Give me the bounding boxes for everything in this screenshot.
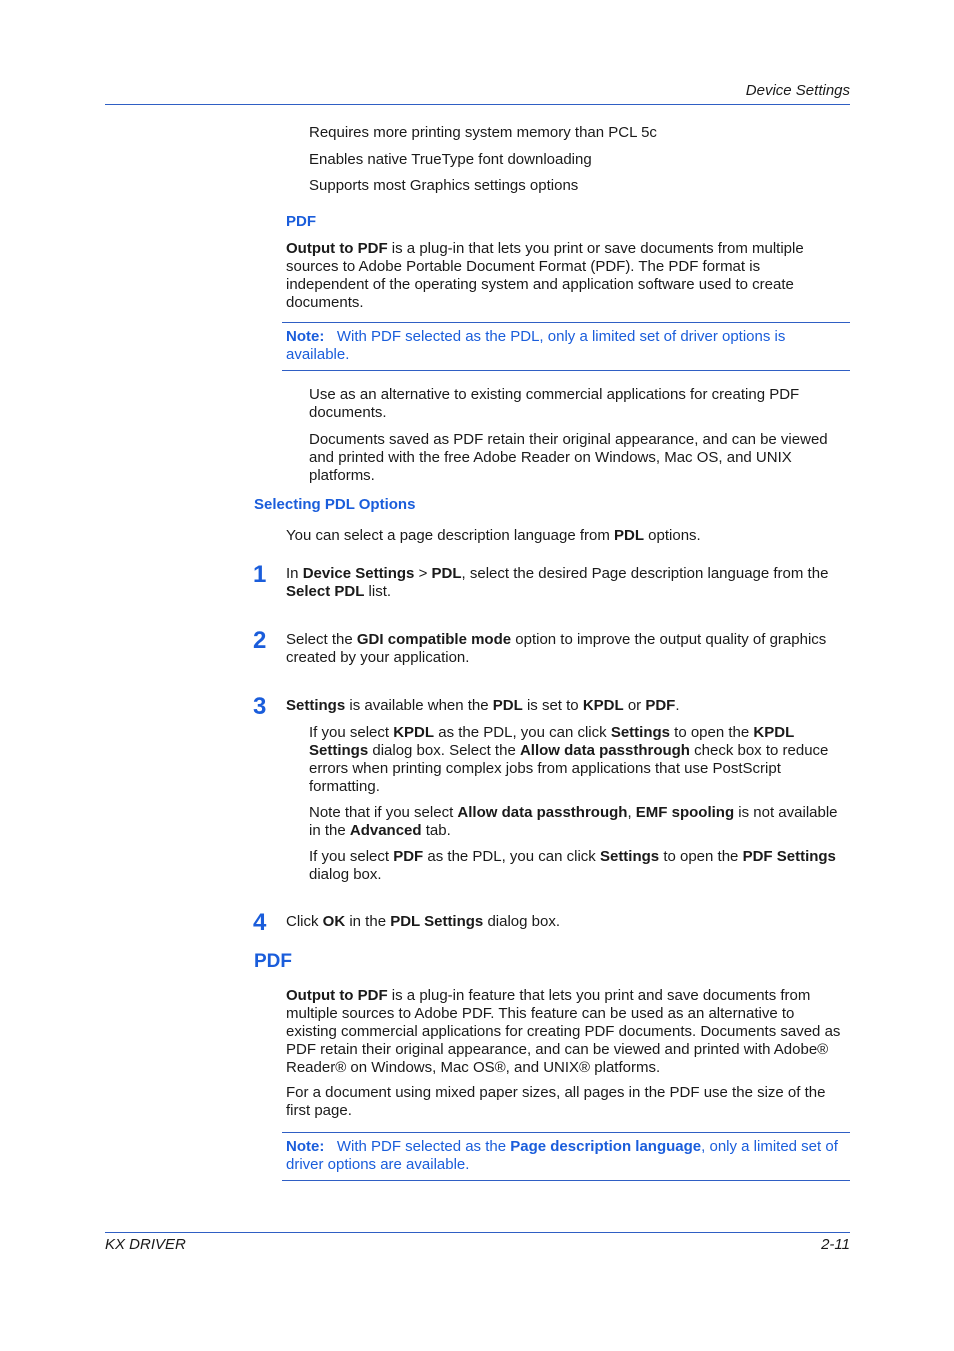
pdf-main-paragraph-2: For a document using mixed paper sizes, all pages in the PDF use the size of the first page. — [286, 1084, 826, 1119]
note-rule-top — [282, 322, 850, 323]
pdf-sub-note — [286, 328, 841, 364]
pdf-main-note: Note: With PDF selected as the Page description language, only a limited set of driver options are available. — [286, 1138, 838, 1173]
step-number-1: 1 — [253, 561, 267, 588]
note-label: Note: — [286, 328, 325, 345]
step-2-text: Select the GDI compatible mode option to improve the output quality of graphics created by your application. — [286, 631, 827, 666]
pdf-sub-heading: PDF — [286, 213, 316, 230]
step-4-text: Click OK in the PDL Settings dialog box. — [286, 913, 561, 930]
pdf-sub-paragraph — [286, 240, 846, 312]
step-3-passthrough-note: Note that if you select Allow data passthrough, EMF spooling is not available in the Advanced tab. — [309, 804, 838, 839]
step-1-text: In Device Settings > PDL, select the desired Page description language from the Select PDL list. — [286, 565, 829, 600]
pdf-sub-text: is a plug-in that lets you print or save documents from multiple sources to Adobe Portable Document Format (PDF). The PDF format is independent of the operating system and application software used to create documents. — [286, 240, 804, 311]
note-rule-bottom — [282, 370, 850, 371]
pdf-sub-bold: Output to PDF — [286, 240, 388, 257]
selecting-pdl-heading: Selecting PDL Options — [254, 496, 416, 513]
header-section-title: Device Settings — [745, 82, 850, 99]
pdf-sub-bullet-1: Use as an alternative to existing commercial applications for creating PDF documents. — [309, 386, 800, 421]
note2-label: Note: — [286, 1138, 325, 1155]
pcl-feature-1: Requires more printing system memory than PCL 5c — [309, 124, 657, 141]
pdf-main-paragraph: Output to PDF is a plug-in feature that lets you print and save documents from multiple sources to Adobe PDF. This feature can be used as an alternative to existing commercial applications for creating PDF documents. Documents saved as PDF retain their original appearance, and can be viewed and printed with Adobe® Reader® on Windows, Mac OS®, and UNIX® platforms. — [286, 987, 841, 1076]
note2-rule-top — [282, 1132, 850, 1133]
step-number-4: 4 — [253, 909, 267, 936]
footer-product: KX DRIVER — [105, 1236, 186, 1253]
step-3-kpdl-paragraph: If you select KPDL as the PDL, you can click Settings to open the KPDL Settings dialog box. Select the Allow data passthrough check box to reduce errors when printing complex jobs from applications that use PostScript formatting. — [309, 724, 829, 795]
selecting-intro: You can select a page description language from PDL options. — [286, 527, 701, 544]
pcl-feature-2: Enables native TrueType font downloading — [309, 151, 592, 168]
pdf-main-heading: PDF — [254, 951, 292, 972]
step-number-3: 3 — [253, 693, 267, 720]
footer-rule — [105, 1232, 850, 1233]
note2-rule-bottom — [282, 1180, 850, 1181]
header-rule — [105, 104, 850, 105]
pcl-feature-3: Supports most Graphics settings options — [309, 177, 579, 194]
pdf-sub-bullet-2: Documents saved as PDF retain their original appearance, and can be viewed and printed with the free Adobe Reader on Windows, Mac OS, and UNIX platforms. — [309, 431, 828, 484]
footer-page-number: 2-11 — [821, 1236, 850, 1253]
step-3-text: Settings is available when the PDL is set to KPDL or PDF. — [286, 697, 680, 714]
note-text: With PDF selected as the PDL, only a limited set of driver options is available. — [286, 328, 786, 363]
step-3-pdf-paragraph: If you select PDF as the PDL, you can click Settings to open the PDF Settings dialog box. — [309, 848, 836, 883]
step-number-2: 2 — [253, 627, 267, 654]
